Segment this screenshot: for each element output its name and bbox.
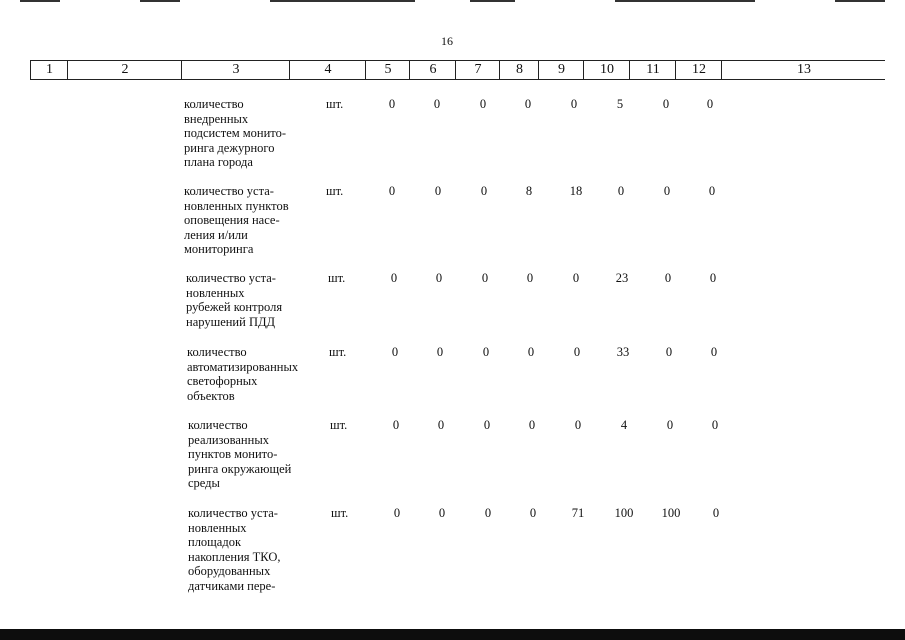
- description-line: среды: [188, 476, 220, 491]
- description-line: ления и/или: [184, 227, 248, 242]
- description-line: внедренных: [184, 111, 249, 126]
- indicator-description: [184, 97, 306, 170]
- value-cell: 0: [388, 97, 396, 111]
- value-cell: 0: [435, 271, 443, 285]
- value-cell: 0: [526, 271, 534, 285]
- description-line: нарушений ПДД: [186, 314, 276, 329]
- scan-bottom-edge: [0, 629, 905, 640]
- description-line: новленных: [188, 520, 247, 535]
- value-cell: 71: [571, 506, 585, 520]
- value-cell: 0: [434, 184, 442, 198]
- description-line: новленных: [186, 285, 245, 300]
- description-line: реализованных: [188, 432, 269, 447]
- indicator-description: [186, 271, 308, 329]
- value-cell: 100: [614, 506, 634, 520]
- column-header: 7: [455, 61, 500, 79]
- column-header: 13: [721, 61, 886, 79]
- description-line: датчиками пере-: [188, 578, 276, 593]
- description-line: ринга окружающей: [188, 461, 292, 476]
- value-cell: 0: [570, 97, 578, 111]
- indicator-description: [188, 418, 310, 491]
- value-cell: 0: [480, 184, 488, 198]
- value-cell: 4: [620, 418, 628, 432]
- unit-cell: шт.: [329, 345, 347, 359]
- description-line: количество уста-: [186, 271, 276, 285]
- value-cell: 0: [391, 345, 399, 359]
- indicator-description: [187, 345, 309, 403]
- value-cell: 5: [616, 97, 624, 111]
- description-line: площадок: [188, 535, 242, 550]
- unit-cell: шт.: [330, 418, 348, 432]
- description-line: светофорных: [187, 374, 258, 389]
- value-cell: 18: [569, 184, 583, 198]
- description-line: количество уста-: [184, 184, 274, 198]
- page-number: 16: [441, 34, 453, 48]
- value-cell: 0: [388, 184, 396, 198]
- value-cell: 0: [482, 345, 490, 359]
- column-header: 5: [365, 61, 410, 79]
- value-cell: 0: [529, 506, 537, 520]
- value-cell: 33: [616, 345, 630, 359]
- description-line: объектов: [187, 388, 235, 403]
- value-cell: 0: [573, 345, 581, 359]
- value-cell: 0: [484, 506, 492, 520]
- value-cell: 0: [392, 418, 400, 432]
- value-cell: 0: [709, 271, 717, 285]
- value-cell: 0: [664, 271, 672, 285]
- column-header-row: [30, 60, 885, 80]
- value-cell: 100: [661, 506, 681, 520]
- value-cell: 0: [572, 271, 580, 285]
- indicator-description: [184, 184, 306, 257]
- value-cell: 0: [662, 97, 670, 111]
- description-line: автоматизированных: [187, 359, 299, 374]
- value-cell: 0: [706, 97, 714, 111]
- description-line: оповещения насе-: [184, 213, 280, 228]
- column-header: 6: [409, 61, 456, 79]
- value-cell: 0: [666, 418, 674, 432]
- description-line: ринга дежурного: [184, 140, 275, 155]
- value-cell: 0: [617, 184, 625, 198]
- column-header: 11: [629, 61, 676, 79]
- column-header: 3: [181, 61, 290, 79]
- column-header: 2: [67, 61, 182, 79]
- description-line: новленных пунктов: [184, 198, 289, 213]
- description-line: оборудованных: [188, 564, 271, 579]
- value-cell: 0: [710, 345, 718, 359]
- description-line: количество: [188, 418, 248, 432]
- description-line: рубежей контроля: [186, 300, 283, 315]
- unit-cell: шт.: [326, 184, 344, 198]
- description-line: мониторинга: [184, 242, 254, 257]
- value-cell: 0: [663, 184, 671, 198]
- value-cell: 0: [708, 184, 716, 198]
- value-cell: 0: [433, 97, 441, 111]
- value-cell: 0: [436, 345, 444, 359]
- description-line: подсистем монито-: [184, 126, 287, 141]
- description-line: количество уста-: [188, 506, 278, 520]
- column-header: 10: [583, 61, 630, 79]
- column-header: 1: [30, 61, 68, 79]
- description-line: плана города: [184, 155, 253, 170]
- value-cell: 0: [390, 271, 398, 285]
- value-cell: 0: [665, 345, 673, 359]
- value-cell: 0: [528, 418, 536, 432]
- value-cell: 0: [483, 418, 491, 432]
- unit-cell: шт.: [328, 271, 346, 285]
- value-cell: 0: [437, 418, 445, 432]
- value-cell: 0: [574, 418, 582, 432]
- value-cell: 0: [524, 97, 532, 111]
- unit-cell: шт.: [326, 97, 344, 111]
- unit-cell: шт.: [331, 506, 349, 520]
- value-cell: 0: [712, 506, 720, 520]
- value-cell: 0: [393, 506, 401, 520]
- value-cell: 0: [438, 506, 446, 520]
- description-line: количество: [187, 345, 247, 359]
- indicator-description: [188, 506, 310, 594]
- column-header: 12: [675, 61, 722, 79]
- description-line: пунктов монито-: [188, 447, 278, 462]
- value-cell: 0: [479, 97, 487, 111]
- value-cell: 8: [525, 184, 533, 198]
- scan-top-edge: [0, 0, 905, 3]
- column-header: 4: [289, 61, 366, 79]
- description-line: накопления ТКО,: [188, 549, 281, 564]
- description-line: количество: [184, 97, 244, 111]
- value-cell: 23: [615, 271, 629, 285]
- value-cell: 0: [527, 345, 535, 359]
- column-header: 8: [499, 61, 539, 79]
- column-header: 9: [538, 61, 584, 79]
- value-cell: 0: [711, 418, 719, 432]
- value-cell: 0: [481, 271, 489, 285]
